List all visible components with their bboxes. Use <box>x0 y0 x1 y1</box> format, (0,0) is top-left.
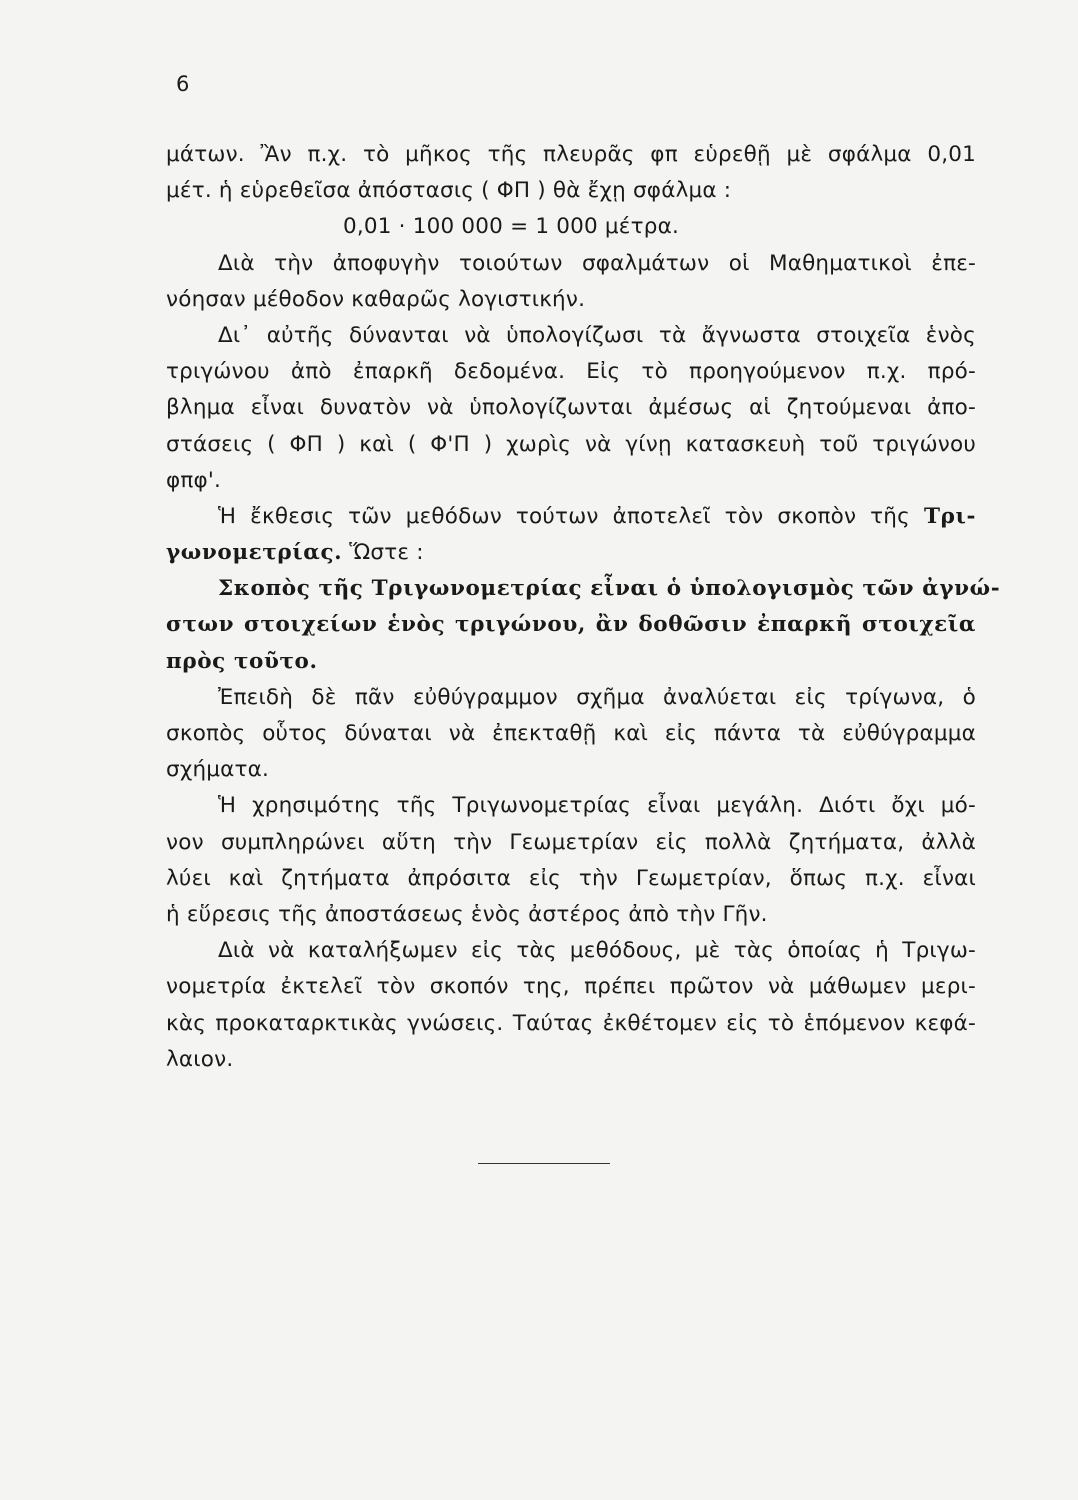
text-line: λαιον. <box>166 1046 234 1072</box>
emphasis-span: γωνομετρίας. <box>166 540 343 566</box>
text-line: νον συμπληρώνει αὕτη τὴν Γεωμετρίαν εἰς πολλὰ ζητήματα, ἀλλὰ <box>166 829 976 855</box>
text-line: μέτ. ἡ εὑρεθεῖσα ἀπόστασις ( ΦΠ ) θὰ ἔχῃ σφάλμα : <box>166 178 732 204</box>
text-line: κὰς προκαταρκτικὰς γνώσεις. Ταύτας ἐκθέτομεν εἰς τὸ ἑπόμενον κεφά- <box>166 1010 976 1036</box>
formula-line: 0,01 · 100 000 = 1 000 μέτρα. <box>342 214 680 240</box>
text-line: ἡ εὕρεσις τῆς ἀποστάσεως ἑνὸς ἀστέρος ἀπὸ τὴν Γῆν. <box>166 901 768 927</box>
text-line: Ἐπειδὴ δὲ πᾶν εὐθύγραμμον σχῆμα ἀναλύεται εἰς τρίγωνα, ὁ <box>218 684 976 710</box>
text-line: μάτων. Ἂν π.χ. τὸ μῆκος τῆς πλευρᾶς φπ εὑρεθῇ μὲ σφάλμα 0,01 <box>166 142 976 167</box>
text-line: σχήματα. <box>166 757 270 783</box>
text-line: Διὰ νὰ καταλήξωμεν εἰς τὰς μεθόδους, μὲ τὰς ὁποίας ἡ Τριγω- <box>218 938 976 964</box>
text-line: Δι᾽ αὐτῆς δύνανται νὰ ὑπολογίζωσι τὰ ἄγνωστα στοιχεῖα ἑνὸς <box>218 322 976 348</box>
text-line: σκοπὸς οὗτος δύναται νὰ ἐπεκταθῇ καὶ εἰς πάντα τὰ εὐθύγραμμα <box>166 721 976 746</box>
text-span: Ἡ ἔκθεσις τῶν μεθόδων τούτων ἀποτελεῖ τὸν σκοπὸν τῆς <box>218 503 910 529</box>
text-line: νόησαν μέθοδον καθαρῶς λογιστικήν. <box>166 286 586 312</box>
text-line: βλημα εἶναι δυνατὸν νὰ ὑπολογίζωνται ἀμέσως αἱ ζητούμεναι ἀπο- <box>166 395 976 421</box>
text-line: λύει καὶ ζητήματα ἀπρόσιτα εἰς τὴν Γεωμετρίαν, ὅπως π.χ. εἶναι <box>166 865 976 891</box>
definition-line: πρὸς τοῦτο. <box>166 648 318 674</box>
page-number: 6 <box>176 72 190 96</box>
text-line: νομετρία ἐκτελεῖ τὸν σκοπόν της, πρέπει πρῶτον νὰ μάθωμεν μερι- <box>166 974 976 1000</box>
text-line <box>166 535 976 571</box>
definition-line: Σκοπὸς τῆς Τριγωνομετρίας εἶναι ὁ ὑπολογισμὸς τῶν ἀγνώ- <box>218 576 1001 602</box>
text-line: Ἡ χρησιμότης τῆς Τριγωνομετρίας εἶναι μεγάλη. Διότι ὄχι μό- <box>218 793 976 819</box>
emphasis-span: Τρι- <box>923 503 976 529</box>
section-end-rule <box>478 1163 610 1164</box>
text-line: στάσεις ( ΦΠ ) καὶ ( Φ'Π ) χωρὶς νὰ γίνῃ κατασκευὴ τοῦ τριγώνου <box>166 431 976 457</box>
text-line <box>166 499 976 535</box>
text-span: Ὥστε : <box>349 540 424 566</box>
definition-line: στων στοιχείων ἑνὸς τριγώνου, ἂν δοθῶσιν ἐπαρκῆ στοιχεῖα <box>166 612 976 638</box>
body-text <box>166 137 1001 1078</box>
text-line: Διὰ τὴν ἀποφυγὴν τοιούτων σφαλμάτων οἱ Μαθηματικοὶ ἐπε- <box>218 250 976 276</box>
text-line: τριγώνου ἀπὸ ἐπαρκῆ δεδομένα. Εἰς τὸ προηγούμενον π.χ. πρό- <box>166 359 976 385</box>
text-line: φπφ'. <box>166 467 222 493</box>
